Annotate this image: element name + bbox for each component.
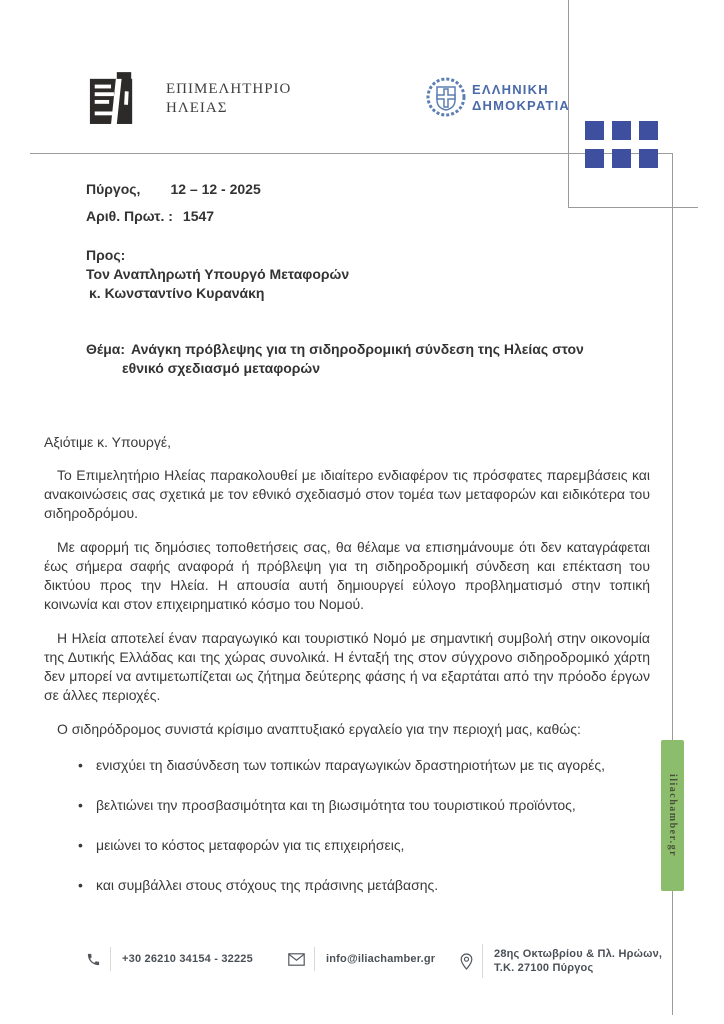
decor-square bbox=[612, 121, 631, 140]
decor-square bbox=[585, 149, 604, 168]
bullet-text: και συμβάλλει στους στόχους της πράσινης μετάβασης. bbox=[96, 877, 439, 893]
footer-address-line2: Τ.Κ. 27100 Πύργος bbox=[494, 962, 594, 974]
phone-icon bbox=[86, 952, 101, 967]
city-label: Πύργος, bbox=[86, 181, 141, 197]
decor-square bbox=[639, 149, 658, 168]
bullet-text: μειώνει το κόστος μεταφορών για τις επιχειρήσεις, bbox=[96, 837, 405, 853]
footer-divider bbox=[314, 947, 315, 971]
recipient-block bbox=[86, 246, 349, 303]
location-icon bbox=[460, 953, 473, 970]
org-name bbox=[166, 80, 291, 118]
list-item bbox=[78, 836, 638, 854]
republic-name-line1: ΕΛΛΗΝΙΚΗ bbox=[472, 82, 549, 97]
republic-name bbox=[472, 82, 570, 114]
date-line bbox=[86, 180, 261, 199]
recipient-line2: κ. Κωνσταντίνο Κυρανάκη bbox=[89, 285, 265, 301]
org-name-line2: ΗΛΕΙΑΣ bbox=[166, 100, 228, 116]
website-label: iliachamber.gr bbox=[667, 773, 678, 858]
protocol-label: Αριθ. Πρωτ. : bbox=[86, 208, 173, 224]
republic-name-line2: ΔΗΜΟΚΡΑΤΙΑ bbox=[472, 98, 571, 113]
bullet-icon: • bbox=[78, 797, 83, 813]
greek-republic-emblem-icon bbox=[425, 76, 467, 123]
footer-phone-group bbox=[86, 947, 253, 971]
list-item bbox=[78, 756, 638, 774]
paragraph-4: Ο σιδηρόδρομος συνιστά κρίσιμο αναπτυξιακό εργαλείο για την περιοχή μας, καθώς: bbox=[57, 721, 581, 737]
subject-line1 bbox=[86, 340, 646, 359]
footer-email: info@iliachamber.gr bbox=[326, 953, 436, 965]
header-rule bbox=[30, 153, 672, 154]
salutation: Αξιότιμε κ. Υπουργέ, bbox=[44, 434, 172, 450]
bullet-text: βελτιώνει την προσβασιμότητα και τη βιωσιμότητα του τουριστικού προϊόντος, bbox=[96, 797, 576, 813]
email-icon bbox=[288, 953, 305, 966]
subject-text-line2: εθνικό σχεδιασμό μεταφορών bbox=[122, 360, 321, 376]
bullet-text: ενισχύει τη διασύνδεση των τοπικών παραγωγικών δραστηριοτήτων με τις αγορές, bbox=[96, 757, 606, 773]
paragraph-2: Με αφορμή τις δημόσιες τοποθετήσεις σας, θα θέλαμε να επισημάνουμε ότι δεν καταγράφεται έως σήμερα σαφής αναφορά ή πρόβλεψη για τη σιδηροδρομική σύνδεση και επέκταση του δικτύου προς την Ηλεία. Η απουσία αυτή δημιουργεί εύλογο προβληματισμό στην τοπική κοινωνία και στον επιχειρηματικό κόσμο του Νομού. bbox=[44, 539, 650, 612]
recipient-line1: Τον Αναπληρωτή Υπουργό Μεταφορών bbox=[86, 266, 350, 282]
bullet-icon: • bbox=[78, 837, 83, 853]
footer-email-group bbox=[288, 947, 435, 971]
bullet-icon: • bbox=[78, 877, 83, 893]
decor-square bbox=[612, 149, 631, 168]
footer-address bbox=[494, 947, 662, 975]
subject-label: Θέμα: bbox=[86, 341, 126, 357]
decor-squares-grid bbox=[585, 121, 658, 168]
decor-square bbox=[639, 121, 658, 140]
recipient-label: Προς: bbox=[86, 247, 126, 263]
protocol-number: 1547 bbox=[182, 208, 215, 224]
bullet-icon: • bbox=[78, 757, 83, 773]
letter-meta bbox=[86, 180, 261, 234]
chamber-logo-icon bbox=[88, 72, 136, 131]
org-name-line1: ΕΠΙΜΕΛΗΤΗΡΙΟ bbox=[166, 81, 292, 97]
bullet-list bbox=[78, 756, 638, 916]
footer-address-group bbox=[460, 944, 662, 978]
paragraph-1: Το Επιμελητήριο Ηλείας παρακολουθεί με ιδιαίτερο ενδιαφέρον τις πρόσφατες παρεμβάσεις και ανακοινώσεις σας σχετικά με τον εθνικό σχεδιασμό στον τομέα των μεταφορών και ειδικότερα του σιδηροδρόμου. bbox=[44, 467, 650, 521]
list-item bbox=[78, 876, 638, 894]
list-item bbox=[78, 796, 638, 814]
footer-divider bbox=[482, 944, 483, 978]
paragraph-3: Η Ηλεία αποτελεί έναν παραγωγικό και τουριστικό Νομό με σημαντική συμβολή στην οικονομία της Δυτικής Ελλάδας και της χώρας συνολικά. Η ένταξή της στον σύγχρονο σιδηροδρομικό χάρτη δεν μπορεί να αντιμετωπίζεται ως ζήτημα δεύτερης φάσης ή να εξαρτάται από την πρόοδο έργων σε άλλες περιοχές. bbox=[44, 630, 650, 703]
subject-text-line1: Ανάγκη πρόβλεψης για τη σιδηροδρομική σύνδεση της Ηλείας στον bbox=[131, 341, 584, 357]
website-side-tab bbox=[661, 740, 684, 891]
footer-divider bbox=[110, 947, 111, 971]
footer-phone: +30 26210 34154 - 32225 bbox=[122, 953, 253, 965]
decor-corner-horizontal-line bbox=[568, 207, 698, 208]
letter-date: 12 – 12 - 2025 bbox=[170, 181, 261, 197]
footer-address-line1: 28ης Οκτωβρίου & Πλ. Ηρώων, bbox=[494, 948, 663, 960]
decor-square bbox=[585, 121, 604, 140]
protocol-line bbox=[86, 207, 261, 226]
subject-block bbox=[86, 340, 646, 378]
